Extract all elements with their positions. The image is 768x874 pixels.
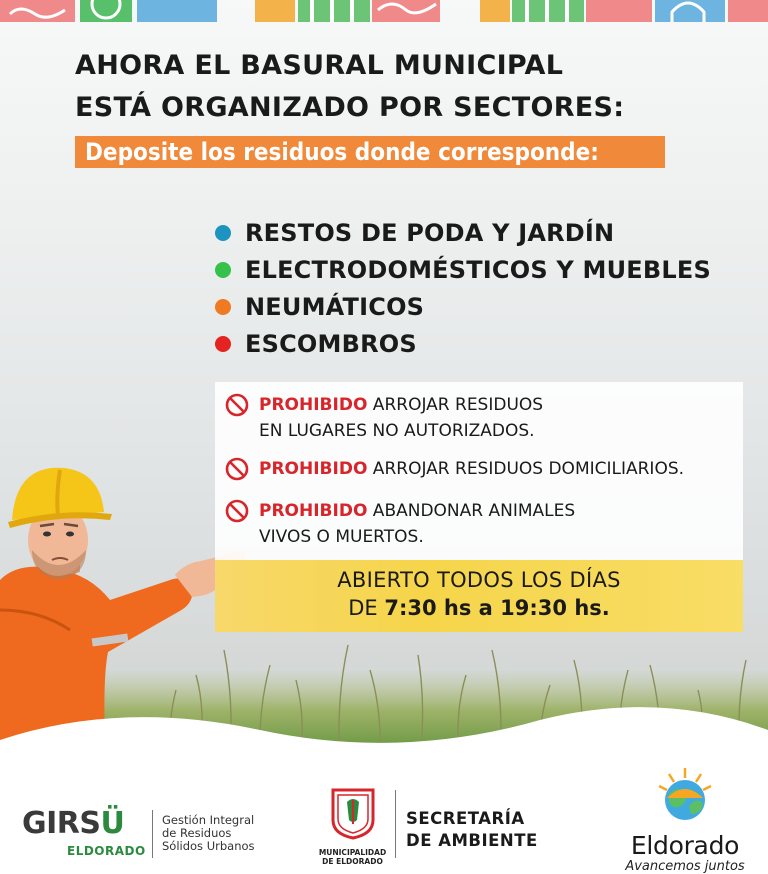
girsu-description bbox=[162, 814, 255, 853]
girsu-prefix: GIRS bbox=[22, 806, 101, 841]
eldorado-brand bbox=[620, 766, 750, 874]
subheadline-banner: Deposite los residuos donde corresponde: bbox=[75, 136, 665, 168]
red-dot-icon bbox=[215, 336, 231, 352]
sector-label: RESTOS DE PODA Y JARDÍN bbox=[245, 218, 615, 247]
divider bbox=[395, 790, 396, 858]
sector-item-escombros bbox=[215, 325, 711, 362]
hours-prefix: DE bbox=[348, 596, 385, 620]
top-decorative-strip bbox=[0, 0, 768, 22]
girsu-desc-line: Gestión Integral bbox=[162, 813, 255, 827]
rule-item-3 bbox=[225, 498, 575, 550]
orange-dot-icon bbox=[215, 299, 231, 315]
hours-time: 7:30 hs a 19:30 hs. bbox=[384, 596, 610, 620]
rule-line-1: ARROJAR RESIDUOS DOMICILIARIOS. bbox=[367, 459, 685, 479]
rule-line-2: VIVOS O MUERTOS. bbox=[259, 527, 424, 547]
hours-line-1: ABIERTO TODOS LOS DÍAS bbox=[337, 568, 621, 592]
sun-earth-icon bbox=[655, 766, 715, 826]
prohibited-icon bbox=[225, 393, 249, 417]
secretaria-line: DE AMBIENTE bbox=[406, 831, 538, 850]
rule-item-1 bbox=[225, 392, 543, 444]
rule-line-1: ARROJAR RESIDUOS bbox=[367, 395, 544, 415]
girsu-desc-line: de Residuos bbox=[162, 826, 232, 840]
girsu-logo bbox=[22, 806, 146, 858]
sector-item-neumaticos bbox=[215, 288, 711, 325]
municipal-shield-icon bbox=[331, 788, 375, 840]
sector-label: ELECTRODOMÉSTICOS Y MUEBLES bbox=[245, 255, 711, 284]
muni-name-line: DE ELDORADO bbox=[322, 857, 383, 866]
headline-line-1: AHORA EL BASURAL MUNICIPAL bbox=[75, 50, 564, 81]
sector-label: NEUMÁTICOS bbox=[245, 292, 425, 321]
girsu-desc-line: Sólidos Urbanos bbox=[162, 839, 255, 853]
hours-line-2 bbox=[215, 596, 743, 620]
rule-line-2: EN LUGARES NO AUTORIZADOS. bbox=[259, 421, 535, 441]
girsu-subtitle: ELDORADO bbox=[67, 844, 146, 858]
sector-list bbox=[215, 214, 711, 362]
prohibited-icon bbox=[225, 499, 249, 523]
sector-item-electrodomesticos bbox=[215, 251, 711, 288]
prohibido-keyword: PROHIBIDO bbox=[259, 395, 368, 415]
rule-text bbox=[259, 392, 543, 444]
secretaria-line: SECRETARÍA bbox=[406, 809, 525, 828]
eldorado-wordmark: Eldorado bbox=[630, 831, 740, 860]
muni-name-line: MUNICIPALIDAD bbox=[318, 848, 387, 857]
prohibitions-panel bbox=[215, 382, 743, 560]
girsu-wordmark bbox=[22, 808, 124, 840]
prohibido-keyword: PROHIBIDO bbox=[259, 501, 368, 521]
sector-item-poda bbox=[215, 214, 711, 251]
divider bbox=[152, 810, 153, 858]
sector-label: ESCOMBROS bbox=[245, 329, 417, 358]
rule-line-1: ABANDONAR ANIMALES bbox=[367, 501, 576, 521]
blue-dot-icon bbox=[215, 225, 231, 241]
municipalidad-name bbox=[315, 848, 390, 866]
prohibited-icon bbox=[225, 457, 249, 481]
rule-text bbox=[259, 456, 684, 482]
eldorado-tagline: Avancemos juntos bbox=[625, 859, 745, 874]
opening-hours-banner bbox=[215, 560, 743, 632]
secretaria-ambiente bbox=[406, 808, 538, 852]
headline-line-2: ESTÁ ORGANIZADO POR SECTORES: bbox=[75, 92, 625, 123]
rule-item-2 bbox=[225, 456, 684, 482]
municipalidad-logo bbox=[315, 788, 390, 866]
green-dot-icon bbox=[215, 262, 231, 278]
girsu-u-icon: Ü bbox=[100, 806, 125, 841]
rule-text bbox=[259, 498, 575, 550]
prohibido-keyword: PROHIBIDO bbox=[259, 459, 368, 479]
